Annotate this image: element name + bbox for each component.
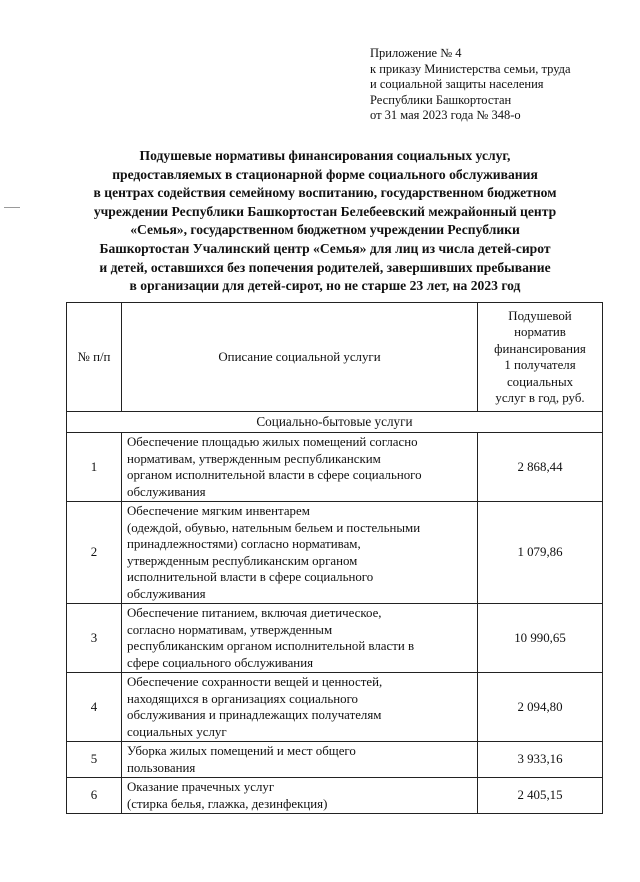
appendix-line: Приложение № 4 <box>370 46 462 60</box>
row-desc-line: органом исполнительной власти в сфере социального <box>127 468 422 482</box>
row-desc <box>122 502 478 604</box>
row-desc-line: обслуживания <box>127 484 206 499</box>
header-value-line: норматив <box>514 325 566 339</box>
row-value: 2 405,15 <box>478 778 603 814</box>
row-desc-line: пользования <box>127 760 196 775</box>
table-row <box>67 778 603 814</box>
row-desc-line: Обеспечение питанием, включая диетическое, <box>127 606 382 620</box>
row-desc-line: обслуживания и принадлежащих получателям <box>127 708 382 722</box>
row-desc <box>122 433 478 502</box>
section-row <box>67 412 603 433</box>
margin-mark <box>4 207 20 208</box>
table-row <box>67 604 603 673</box>
appendix-line: к приказу Министерства семьи, труда <box>370 61 571 76</box>
row-desc-line: нормативам, утвержденным республиканским <box>127 451 381 466</box>
row-value: 3 933,16 <box>478 742 603 778</box>
section-title: Социально-бытовые услуги <box>67 412 603 433</box>
table-row <box>67 742 603 778</box>
row-value: 10 990,65 <box>478 604 603 673</box>
title-line: Подушевые нормативы финансирования социальных услуг, <box>139 148 511 163</box>
norms-table <box>66 302 603 814</box>
table-row <box>67 433 603 502</box>
row-desc-line: обслуживания <box>127 586 206 601</box>
header-desc: Описание социальной услуги <box>122 303 478 412</box>
table-header-row <box>67 303 603 412</box>
row-desc-line: республиканским органом исполнительной власти в <box>127 639 415 653</box>
title-line: учреждении Республики Башкортостан Белебеевский межрайонный центр <box>93 203 557 219</box>
header-num: № п/п <box>67 303 122 412</box>
row-value: 2 094,80 <box>478 673 603 742</box>
row-desc <box>122 604 478 673</box>
row-desc-line: принадлежностями) согласно нормативам, <box>127 537 361 551</box>
title-line: Башкортостан Учалинский центр «Семья» для лиц из числа детей-сирот <box>99 240 551 256</box>
row-desc-line: исполнительной власти в сфере социального <box>127 570 374 584</box>
appendix-line: и социальной защиты населения <box>370 77 544 92</box>
row-num: 4 <box>67 673 122 742</box>
row-desc-line: Оказание прачечных услуг <box>127 780 275 794</box>
row-desc <box>122 778 478 814</box>
row-num: 5 <box>67 742 122 778</box>
row-desc-line: сфере социального обслуживания <box>127 655 314 670</box>
row-num: 3 <box>67 604 122 673</box>
row-desc-line: утвержденным республиканским органом <box>127 553 358 568</box>
appendix-line: Республики Башкортостан <box>370 92 512 107</box>
header-value <box>478 303 603 412</box>
title-line: в организации для детей-сирот, но не старше 23 лет, на 2023 год <box>129 278 521 294</box>
appendix-block <box>370 46 571 124</box>
row-desc <box>122 673 478 742</box>
table-row <box>67 502 603 604</box>
appendix-line: от 31 мая 2023 года № 348-о <box>370 108 521 123</box>
row-desc <box>122 742 478 778</box>
row-num: 6 <box>67 778 122 814</box>
row-desc-line: Уборка жилых помещений и мест общего <box>127 744 356 758</box>
title-line: «Семья», государственном бюджетном учреждении Республики <box>130 222 520 238</box>
row-value: 2 868,44 <box>478 433 603 502</box>
header-value-line: финансирования <box>494 341 586 356</box>
header-value-line: социальных <box>506 374 574 389</box>
header-value-line: услуг в год, руб. <box>495 391 585 405</box>
row-desc-line: Обеспечение сохранности вещей и ценностей, <box>127 675 383 689</box>
header-value-line: 1 получателя <box>504 358 576 372</box>
row-desc-line: Обеспечение мягким инвентарем <box>127 504 310 518</box>
table-row <box>67 673 603 742</box>
document-title <box>40 147 610 296</box>
row-value: 1 079,86 <box>478 502 603 604</box>
row-desc-line: находящихся в организациях социального <box>127 691 358 706</box>
header-value-line: Подушевой <box>508 308 572 323</box>
row-desc-line: согласно нормативам, утвержденным <box>127 622 333 637</box>
title-line: в центрах содействия семейному воспитанию, государственном бюджетном <box>93 185 557 201</box>
row-desc-line: (одеждой, обувью, нательным бельем и постельными <box>127 520 421 535</box>
title-line: и детей, оставшихся без попечения родителей, завершивших пребывание <box>99 259 551 275</box>
row-num: 1 <box>67 433 122 502</box>
row-desc-line: социальных услуг <box>127 724 227 739</box>
title-line: предоставляемых в стационарной форме социального обслуживания <box>112 166 538 182</box>
row-desc-line: (стирка белья, глажка, дезинфекция) <box>127 796 328 811</box>
row-num: 2 <box>67 502 122 604</box>
row-desc-line: Обеспечение площадью жилых помещений согласно <box>127 435 418 449</box>
